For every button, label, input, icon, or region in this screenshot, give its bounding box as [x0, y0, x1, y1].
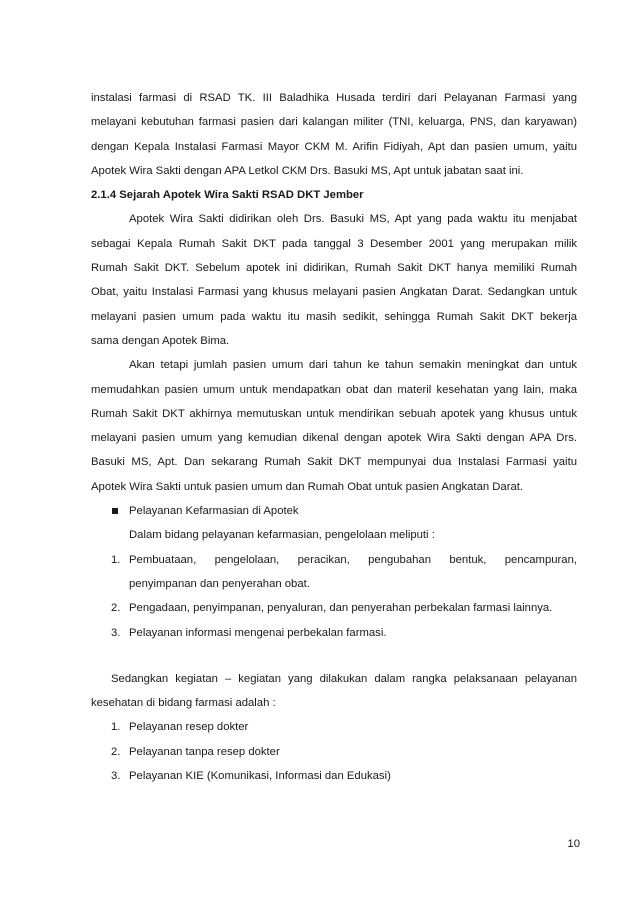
intro-paragraph — [91, 86, 577, 183]
text-line: Obat, yaitu Instalasi Farmasi yang khusus melayani pasien Angkatan Darat. Sedangkan untuk — [91, 286, 577, 299]
text-line: Basuki MS, Apt. Dan sekarang Rumah Sakit DKT mempunyai dua Instalasi Farmasi yaitu — [91, 456, 577, 469]
list-item — [91, 548, 577, 597]
activities-list — [91, 715, 577, 788]
text-line: Akan tetapi jumlah pasien umum dari tahun ke tahun semakin meningkat dan untuk — [129, 359, 577, 372]
list-text: Pelayanan tanpa resep dokter — [129, 745, 280, 758]
bullet-description: Dalam bidang pelayanan kefarmasian, pengelolaan meliputi : — [129, 529, 435, 542]
spacer — [91, 645, 577, 667]
square-bullet-icon — [112, 508, 118, 514]
list-number: 1. — [111, 721, 121, 734]
text-line: melayani kebutuhan farmasi pasien dari kalangan militer (TNI, keluarga, PNS, dan karyawan) — [91, 116, 577, 129]
list-text: Pelayanan KIE (Komunikasi, Informasi dan Edukasi) — [129, 770, 391, 783]
text-line: Apotek Wira Sakti untuk pasien umum dan Rumah Obat untuk pasien Angkatan Darat. — [91, 480, 524, 493]
text-line: Rumah Sakit DKT akhirnya memutuskan untuk mendirikan sebuah apotek yang khusus untuk — [91, 407, 577, 420]
text-line: melayani pasien umum pada waktu itu masih sedikit, sehingga Rumah Sakit DKT bekerja — [91, 310, 577, 323]
list-number: 2. — [111, 602, 121, 615]
list-text: Pengadaan, penyimpanan, penyaluran, dan penyerahan perbekalan farmasi lainnya. — [129, 602, 553, 615]
section-heading: 2.1.4 Sejarah Apotek Wira Sakti RSAD DKT Jember — [91, 189, 364, 202]
text-line: Rumah Sakit DKT. Sebelum apotek ini didirikan, Rumah Sakit DKT hanya memiliki Rumah — [91, 262, 577, 275]
activities-paragraph — [91, 667, 577, 716]
list-text: Pelayanan resep dokter — [129, 721, 249, 734]
list-number: 3. — [111, 626, 121, 639]
history-paragraph-1 — [91, 207, 577, 353]
list-number: 3. — [111, 770, 121, 783]
list-item — [91, 764, 577, 788]
bullet-title: Pelayanan Kefarmasian di Apotek — [129, 505, 299, 518]
list-item — [91, 715, 577, 739]
text-line: sebagai Kepala Rumah Sakit DKT pada tanggal 3 Desember 2001 yang merupakan milik — [91, 237, 577, 250]
list-number: 2. — [111, 745, 121, 758]
service-list — [91, 548, 577, 645]
text-line: sama dengan Apotek Bima. — [91, 334, 230, 347]
text-line: memudahkan pasien umum untuk mendapatkan obat dan materil kesehatan yang lain, maka — [91, 383, 577, 396]
text-line: dengan Kepala Instalasi Farmasi Mayor CKM M. Arifin Fidiyah, Apt dan pasien umum, yaitu — [91, 140, 577, 153]
text-line: melayani pasien umum yang kemudian dikenal dengan apotek Wira Sakti dengan APA Drs. — [91, 432, 577, 445]
history-paragraph-2 — [91, 353, 577, 499]
text-line: kesehatan di bidang farmasi adalah : — [91, 697, 276, 710]
text-line: Sedangkan kegiatan – kegiatan yang dilakukan dalam rangka pelaksanaan pelayanan — [111, 672, 577, 685]
list-item — [91, 740, 577, 764]
text-line: Apotek Wira Sakti didirikan oleh Drs. Basuki MS, Apt yang pada waktu itu menjabat — [129, 213, 577, 226]
page-body — [91, 86, 577, 788]
list-number: 1. — [111, 553, 121, 566]
list-item — [91, 596, 577, 620]
text-line: Apotek Wira Sakti dengan APA Letkol CKM Drs. Basuki MS, Apt untuk jabatan saat ini. — [91, 164, 524, 177]
list-text: Pelayanan informasi mengenai perbekalan farmasi. — [129, 626, 387, 639]
list-text: Pembuataan, pengelolaan, peracikan, pengubahan bentuk, pencampuran, — [129, 553, 577, 566]
text-line: instalasi farmasi di RSAD TK. III Baladhika Husada terdiri dari Pelayanan Farmasi yang — [91, 92, 577, 104]
bullet-item — [91, 499, 577, 523]
list-item — [91, 621, 577, 645]
list-text: penyimpanan dan penyerahan obat. — [129, 577, 310, 590]
page-number: 10 — [567, 838, 580, 850]
